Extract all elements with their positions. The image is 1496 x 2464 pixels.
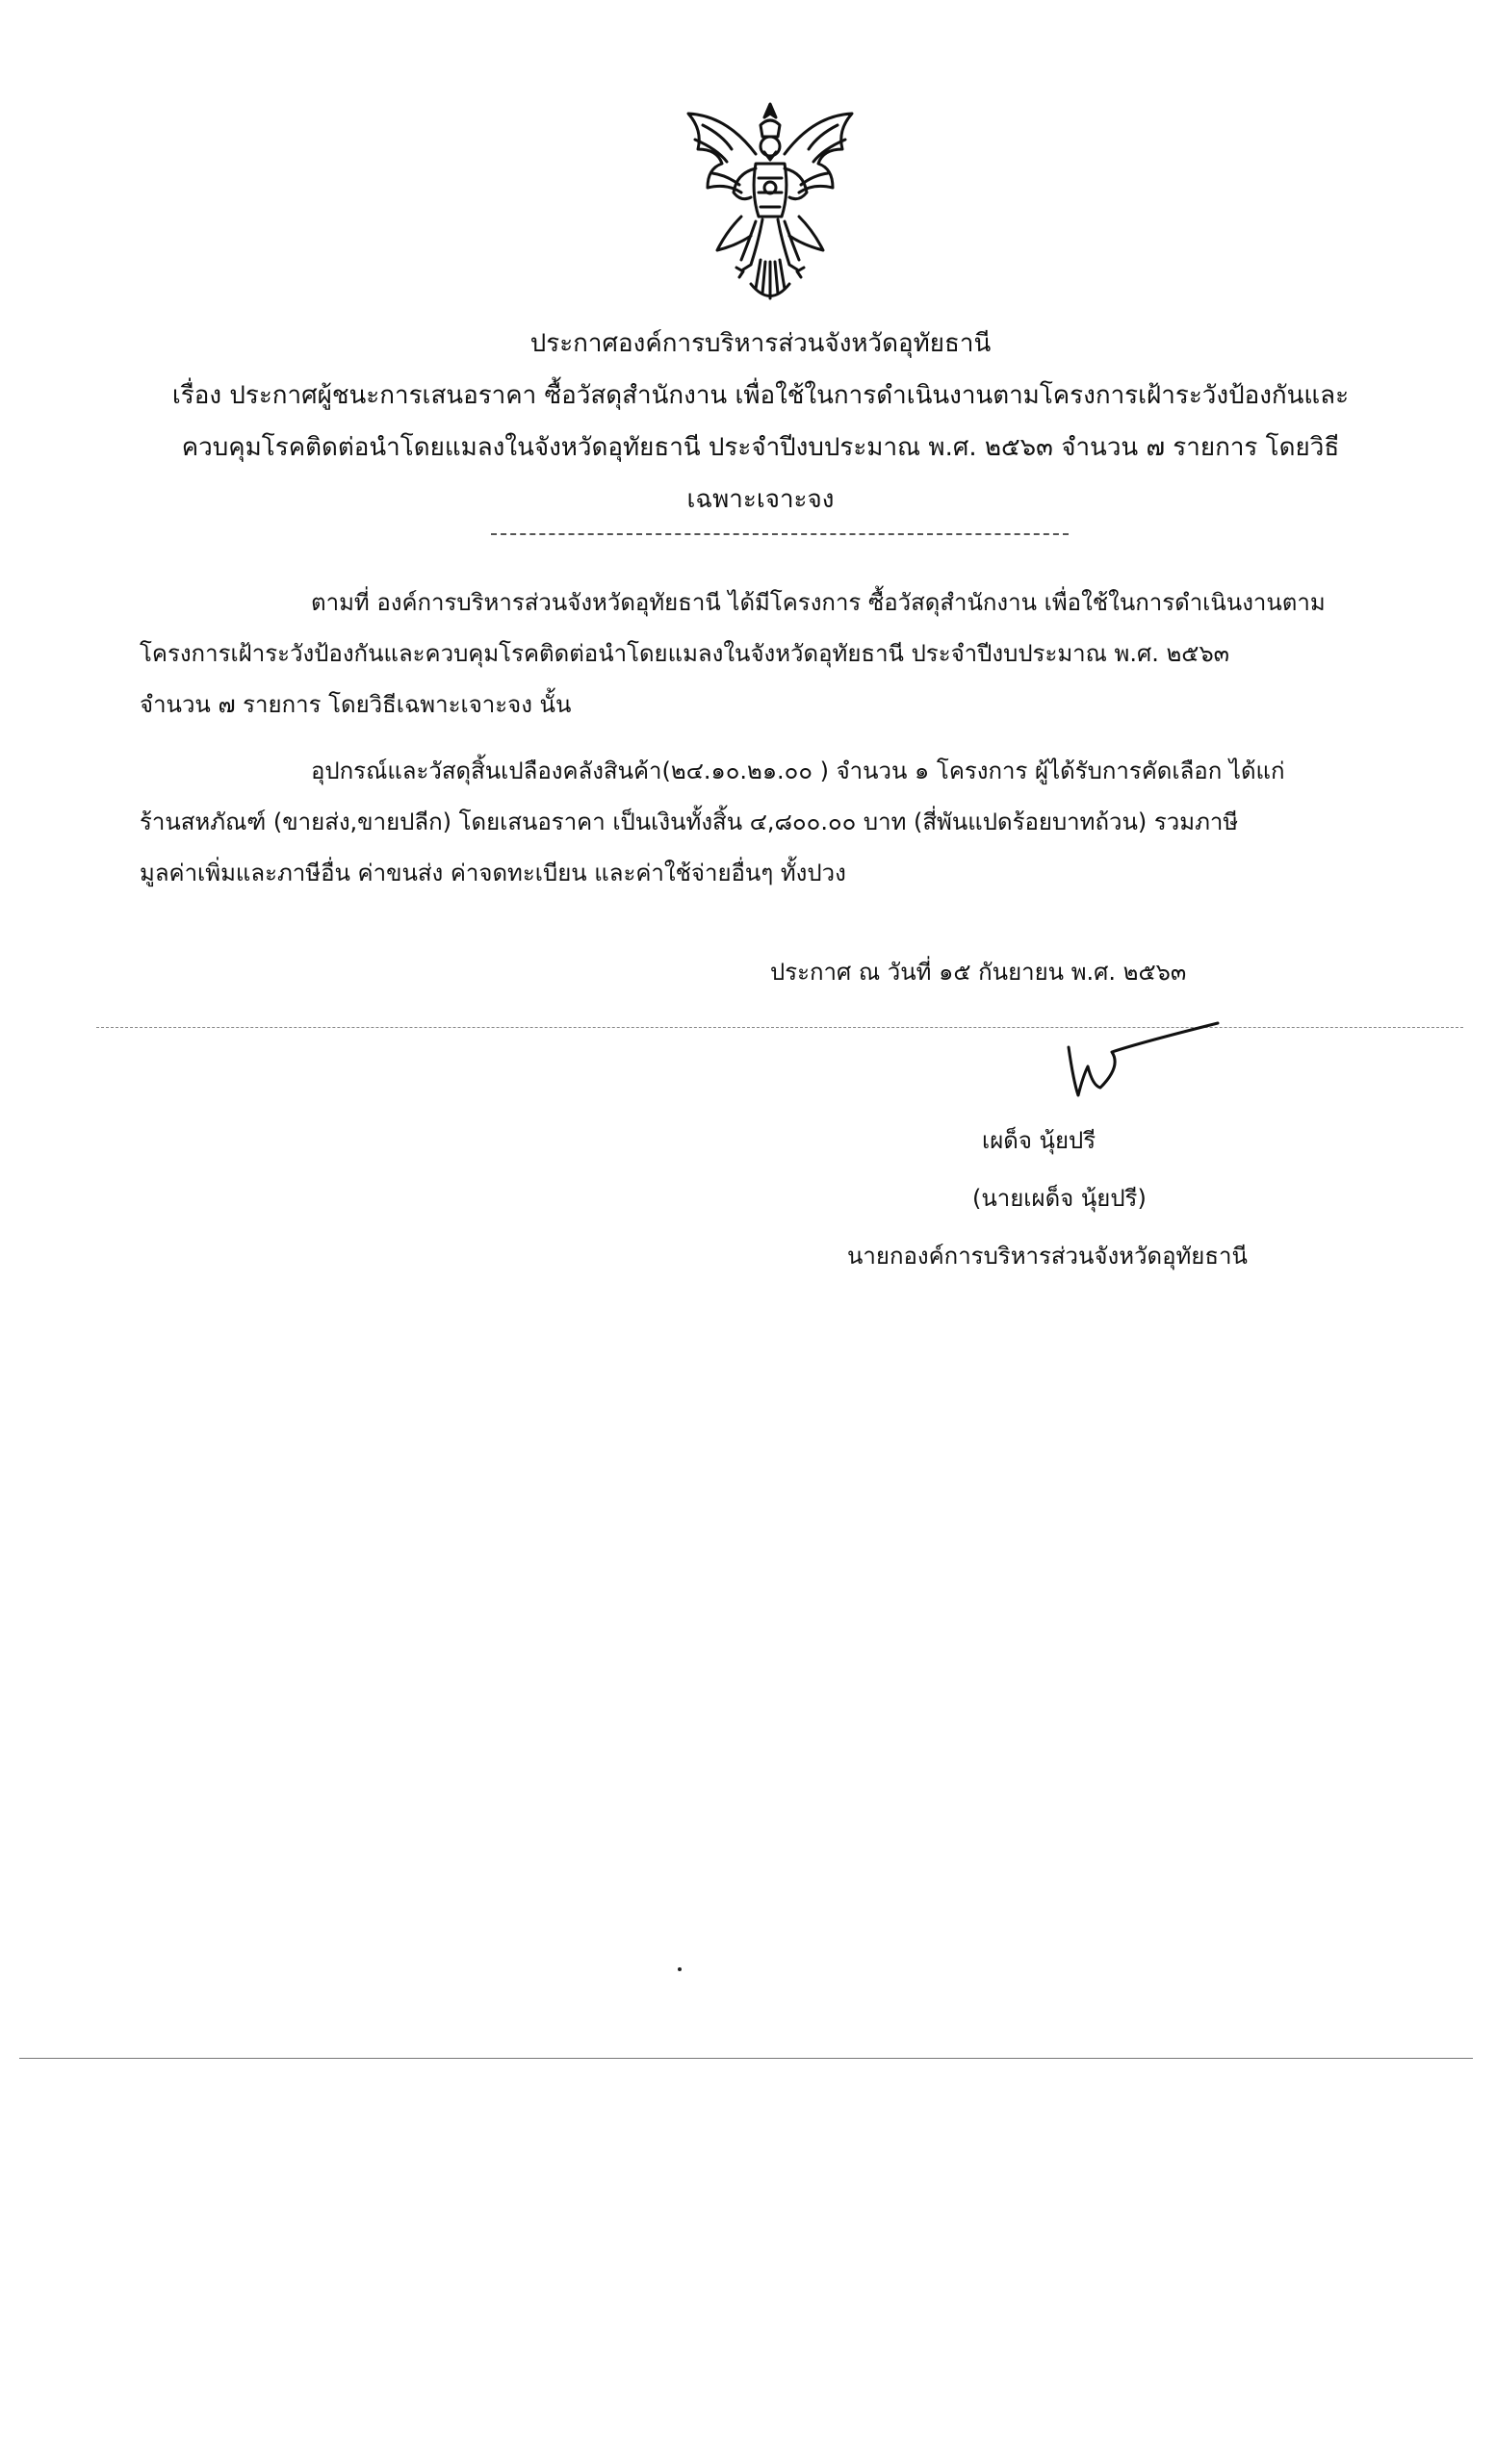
scan-artifact-line xyxy=(96,1027,1463,1028)
announcement-title xyxy=(144,318,1377,526)
title-subject-line-2: ควบคุมโรคติดต่อนำโดยแมลงในจังหวัดอุทัยธานี ประจำปีงบประมาณ พ.ศ. ๒๕๖๓ จำนวน ๗ รายการ โดยวิธี xyxy=(181,433,1340,462)
scan-speck xyxy=(678,1967,682,1971)
signature-block xyxy=(818,1112,1396,1285)
announcement-body xyxy=(140,578,1362,899)
paragraph-line: ตามที่ องค์การบริหารส่วนจังหวัดอุทัยธานี ได้มีโครงการ ซื้อวัสดุสำนักงาน เพื่อใช้ในการดำเนินงานตาม xyxy=(311,589,1326,616)
paragraph-line: อุปกรณ์และวัสดุสิ้นเปลืองคลังสินค้า(๒๔.๑๐.๒๑.๐๐ ) จำนวน ๑ โครงการ ผู้ได้รับการคัดเลือก ได้แก่ xyxy=(311,757,1285,784)
paragraph-line: โครงการเฝ้าระวังป้องกันและควบคุมโรคติดต่อนำโดยแมลงในจังหวัดอุทัยธานี ประจำปีงบประมาณ พ.ศ. ๒๕๖๓ xyxy=(140,640,1230,667)
paragraph-line: ร้านสหภัณฑ์ (ขายส่ง,ขายปลีก) โดยเสนอราคา เป็นเงินทั้งสิ้น ๔,๘๐๐.๐๐ บาท (สี่พันแปดร้อยบาทถ้วน) รวมภาษี xyxy=(140,808,1239,835)
title-subject-line-1: เรื่อง ประกาศผู้ชนะการเสนอราคา ซื้อวัสดุสำนักงาน เพื่อใช้ในการดำเนินงานตามโครงการเฝ้าระวังป้องกันและ xyxy=(171,381,1350,410)
announcement-date: ประกาศ ณ วันที่ ๑๕ กันยายน พ.ศ. ๒๕๖๓ xyxy=(770,959,1187,986)
handwritten-signature-icon xyxy=(1054,1009,1227,1115)
paragraph-project xyxy=(140,578,1362,731)
paragraph-line: มูลค่าเพิ่มและภาษีอื่น ค่าขนส่ง ค่าจดทะเบียน และค่าใช้จ่ายอื่นๆ ทั้งปวง xyxy=(140,860,846,886)
garuda-emblem-icon xyxy=(674,96,866,313)
signer-name: เผด็จ นุ้ยปรี xyxy=(982,1127,1096,1154)
title-separator xyxy=(491,533,1069,535)
signer-full-name: (นายเผด็จ นุ้ยปรี) xyxy=(972,1185,1147,1212)
paragraph-line: จำนวน ๗ รายการ โดยวิธีเฉพาะเจาะจง นั้น xyxy=(140,691,572,718)
title-heading: ประกาศองค์การบริหารส่วนจังหวัดอุทัยธานี xyxy=(529,329,992,358)
signer-position: นายกองค์การบริหารส่วนจังหวัดอุทัยธานี xyxy=(847,1243,1248,1270)
scan-artifact-line xyxy=(19,2058,1473,2059)
title-subject-line-3: เฉพาะเจาะจง xyxy=(686,485,835,514)
paragraph-winner xyxy=(140,746,1362,899)
